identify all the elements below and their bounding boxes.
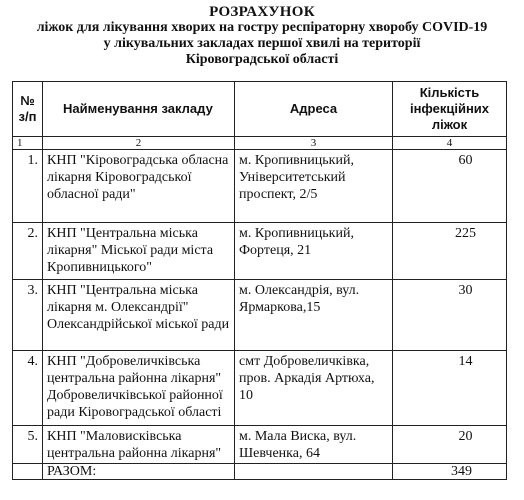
document-subtitle-line-1: ліжок для лікування хворих на гостру респіраторну хворобу COVID-19	[36, 20, 488, 35]
header-address: Адреса	[235, 82, 393, 137]
header-count: Кількість інфекційних ліжок	[393, 82, 507, 137]
row-facility-name: КНП "Центральна міська лікарня м. Олександрії" Олександрійської міської ради	[43, 280, 235, 351]
table-row	[13, 150, 507, 223]
row-num: 3.	[13, 280, 43, 351]
column-index-cell: 4	[393, 137, 507, 150]
total-label: РАЗОМ:	[43, 464, 235, 480]
row-bed-count: 30	[393, 280, 507, 351]
table-row	[13, 280, 507, 351]
row-bed-count: 14	[393, 351, 507, 426]
total-empty-cell	[235, 464, 393, 480]
row-bed-count: 225	[393, 223, 507, 280]
row-address: м. Кропивницький, Фортеця, 21	[235, 223, 393, 280]
column-index-cell: 1	[13, 137, 43, 150]
row-address: м. Кропивницький, Університетський проспект, 2/5	[235, 150, 393, 223]
table-row	[13, 426, 507, 464]
row-facility-name: КНП "Центральна міська лікарня" Міської ради міста Кропивницького"	[43, 223, 235, 280]
column-index-row	[13, 137, 507, 150]
row-address: м. Олександрія, вул. Ярмаркова,15	[235, 280, 393, 351]
row-num: 2.	[13, 223, 43, 280]
total-bed-count: 349	[393, 464, 507, 480]
row-num: 5.	[13, 426, 43, 464]
header-name: Найменування закладу	[43, 82, 235, 137]
row-bed-count: 60	[393, 150, 507, 223]
table-row	[13, 351, 507, 426]
row-facility-name: КНП "Кіровоградська обласна лікарня Кіровоградської обласної ради"	[43, 150, 235, 223]
table-row	[13, 223, 507, 280]
header-num: № з/п	[13, 82, 43, 137]
document-title: РОЗРАХУНОК	[209, 4, 315, 20]
row-bed-count: 20	[393, 426, 507, 464]
row-facility-name: КНП "Маловисківська центральна районна лікарня"	[43, 426, 235, 464]
document-header	[0, 4, 524, 68]
row-facility-name: КНП "Добровеличківська центральна районна лікарня" Добровеличківської районної ради Кіровоградської області	[43, 351, 235, 426]
row-address: смт Добровеличківка, пров. Аркадія Артюха, 10	[235, 351, 393, 426]
row-address: м. Мала Виска, вул. Шевченка, 64	[235, 426, 393, 464]
total-row	[13, 464, 507, 480]
row-num: 4.	[13, 351, 43, 426]
hospital-beds-table	[12, 81, 507, 480]
column-index-cell: 2	[43, 137, 235, 150]
document-subtitle-line-2: у лікувальних закладах першої хвилі на території	[103, 36, 421, 51]
row-num: 1.	[13, 150, 43, 223]
table-header-row	[13, 82, 507, 137]
column-index-cell: 3	[235, 137, 393, 150]
total-empty-cell	[13, 464, 43, 480]
document-subtitle-line-3: Кіровоградської області	[185, 52, 339, 67]
